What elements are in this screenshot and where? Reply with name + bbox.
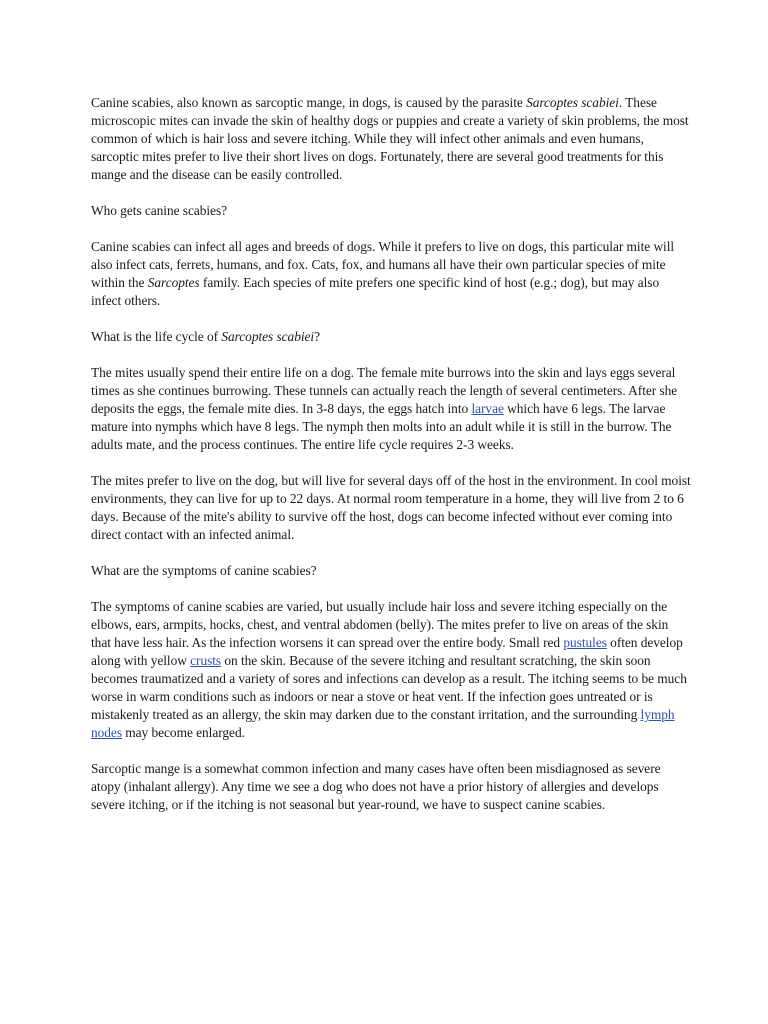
text-run: Canine scabies, also known as sarcoptic mange, in dogs, is caused by the parasite: [91, 95, 527, 110]
text-run: often develop along with yellow: [91, 635, 683, 668]
species-name: Sarcoptes scabiei: [526, 95, 619, 110]
symptoms-paragraph: [91, 598, 691, 742]
text-run: . These microscopic mites can invade the skin of healthy dogs or puppies and create a variety of skin problems, the most common of which is hair loss and severe itching. While they will infect other animals and even humans, sarcoptic mites prefer to live their short lives on dogs. Fortunately, there are several good treatments for this mange and the disease can be easily controlled.: [91, 95, 689, 182]
species-name: Sarcoptes scabiei: [221, 329, 315, 344]
intro-paragraph: [91, 94, 691, 184]
text-run: The symptoms of canine scabies are varied, but usually include hair loss and severe itching especially on the elbows, ears, armpits, hocks, chest, and ventral abdomen (belly). The mites prefer to live on areas of the skin that have less hair. As the infection worsens it can spread over the entire body. Small red: [91, 599, 669, 650]
text-run: ?: [314, 329, 320, 344]
section-heading-symptoms: What are the symptoms of canine scabies?: [91, 563, 317, 578]
lymph-nodes-link[interactable]: lymph nodes: [91, 707, 675, 740]
document-page: [91, 94, 691, 832]
text-run: which have 6 legs. The larvae mature into nymphs which have 8 legs. The nymph then molts into an adult while it is still in the burrow. The adults mate, and the process continues. The entire life cycle requires 2-3 weeks.: [91, 401, 672, 452]
text-run: may become enlarged.: [122, 725, 245, 740]
who-gets-paragraph: [91, 238, 691, 310]
text-run: What is the life cycle of: [91, 329, 222, 344]
misdiagnosis-paragraph: Sarcoptic mange is a somewhat common infection and many cases have often been misdiagnosed as severe atopy (inhalant allergy). Any time we see a dog who does not have a prior history of allergies and develops severe itching, or if the itching is not seasonal but year-round, we have to suspect canine scabies.: [91, 761, 661, 812]
environment-paragraph: The mites prefer to live on the dog, but will live for several days off of the host in the environment. In cool moist environments, they can live for up to 22 days. At normal room temperature in a home, they will live from 2 to 6 days. Because of the mite's ability to survive off the host, dogs can become infected without ever coming into direct contact with an infected animal.: [91, 473, 691, 542]
pustules-link[interactable]: pustules: [563, 635, 607, 650]
genus-name: Sarcoptes: [147, 275, 200, 290]
crusts-link[interactable]: crusts: [190, 653, 222, 668]
section-heading-life-cycle: [91, 328, 691, 346]
section-heading-who-gets: Who gets canine scabies?: [91, 203, 227, 218]
text-run: on the skin. Because of the severe itching and resultant scratching, the skin soon becomes traumatized and a variety of sores and infections can develop as a result. The itching seems to be much worse in warm conditions such as indoors or near a stove or heat vent. If the infection goes untreated or is mistakenly treated as an allergy, the skin may darken due to the constant irritation, and the surrounding: [91, 653, 687, 722]
text-run: Canine scabies can infect all ages and breeds of dogs. While it prefers to live on dogs, this particular mite will also infect cats, ferrets, humans, and fox. Cats, fox, and humans all have their own particular species of mite within the: [91, 239, 675, 290]
text-run: family. Each species of mite prefers one specific kind of host (e.g.; dog), but may also infect others.: [91, 275, 660, 308]
text-run: The mites usually spend their entire life on a dog. The female mite burrows into the skin and lays eggs several times as she continues burrowing. These tunnels can actually reach the length of several centimeters. After she deposits the eggs, the female mite dies. In 3-8 days, the eggs hatch into: [91, 365, 678, 416]
life-cycle-paragraph: [91, 364, 691, 454]
larvae-link[interactable]: larvae: [471, 401, 504, 416]
